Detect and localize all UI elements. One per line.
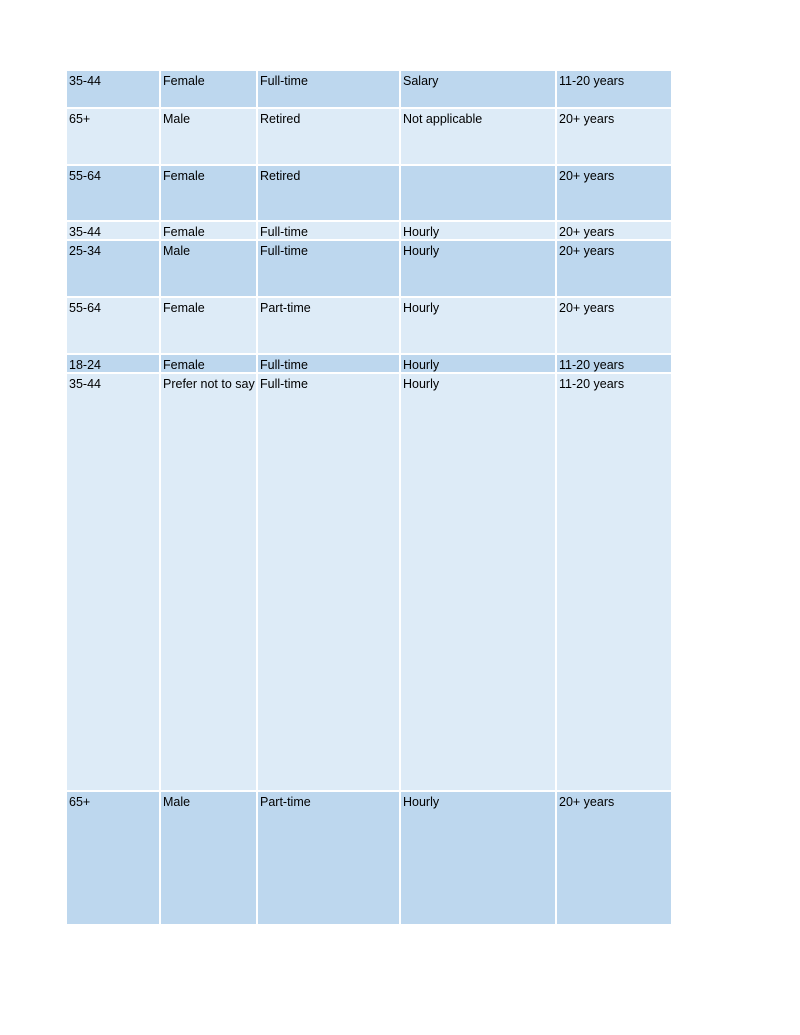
cell-pay-type: Hourly xyxy=(401,792,557,924)
table-row xyxy=(67,241,671,298)
cell-gender: Female xyxy=(161,298,258,355)
cell-pay-type: Hourly xyxy=(401,355,557,374)
cell-tenure: 20+ years xyxy=(557,241,671,298)
cell-age: 65+ xyxy=(67,109,161,166)
cell-tenure: 20+ years xyxy=(557,222,671,241)
cell-age: 18-24 xyxy=(67,355,161,374)
cell-employment: Full-time xyxy=(258,71,401,109)
cell-employment: Retired xyxy=(258,109,401,166)
cell-age: 25-34 xyxy=(67,241,161,298)
cell-employment: Full-time xyxy=(258,355,401,374)
cell-employment: Part-time xyxy=(258,298,401,355)
table-row xyxy=(67,374,671,792)
spreadsheet-table xyxy=(67,71,671,924)
cell-employment: Full-time xyxy=(258,374,401,792)
cell-gender: Male xyxy=(161,109,258,166)
cell-pay-type xyxy=(401,166,557,222)
cell-gender: Male xyxy=(161,241,258,298)
cell-age: 65+ xyxy=(67,792,161,924)
table-row xyxy=(67,792,671,924)
cell-pay-type: Hourly xyxy=(401,241,557,298)
cell-pay-type: Hourly xyxy=(401,298,557,355)
cell-gender: Male xyxy=(161,792,258,924)
cell-tenure: 20+ years xyxy=(557,298,671,355)
cell-tenure: 20+ years xyxy=(557,792,671,924)
table-row xyxy=(67,109,671,166)
cell-pay-type: Hourly xyxy=(401,222,557,241)
cell-age: 35-44 xyxy=(67,222,161,241)
cell-age: 55-64 xyxy=(67,166,161,222)
cell-tenure: 11-20 years xyxy=(557,355,671,374)
table-row xyxy=(67,166,671,222)
cell-gender: Female xyxy=(161,222,258,241)
cell-age: 35-44 xyxy=(67,71,161,109)
cell-age: 35-44 xyxy=(67,374,161,792)
cell-gender: Female xyxy=(161,355,258,374)
cell-gender: Female xyxy=(161,71,258,109)
cell-gender: Female xyxy=(161,166,258,222)
table-row xyxy=(67,71,671,109)
cell-pay-type: Hourly xyxy=(401,374,557,792)
cell-employment: Part-time xyxy=(258,792,401,924)
cell-tenure: 20+ years xyxy=(557,166,671,222)
table-row xyxy=(67,222,671,241)
cell-tenure: 11-20 years xyxy=(557,374,671,792)
cell-pay-type: Salary xyxy=(401,71,557,109)
cell-tenure: 20+ years xyxy=(557,109,671,166)
cell-employment: Retired xyxy=(258,166,401,222)
cell-pay-type: Not applicable xyxy=(401,109,557,166)
table-row xyxy=(67,355,671,374)
cell-employment: Full-time xyxy=(258,241,401,298)
cell-gender: Prefer not to say xyxy=(161,374,258,792)
table-row xyxy=(67,298,671,355)
cell-age: 55-64 xyxy=(67,298,161,355)
cell-employment: Full-time xyxy=(258,222,401,241)
cell-tenure: 11-20 years xyxy=(557,71,671,109)
